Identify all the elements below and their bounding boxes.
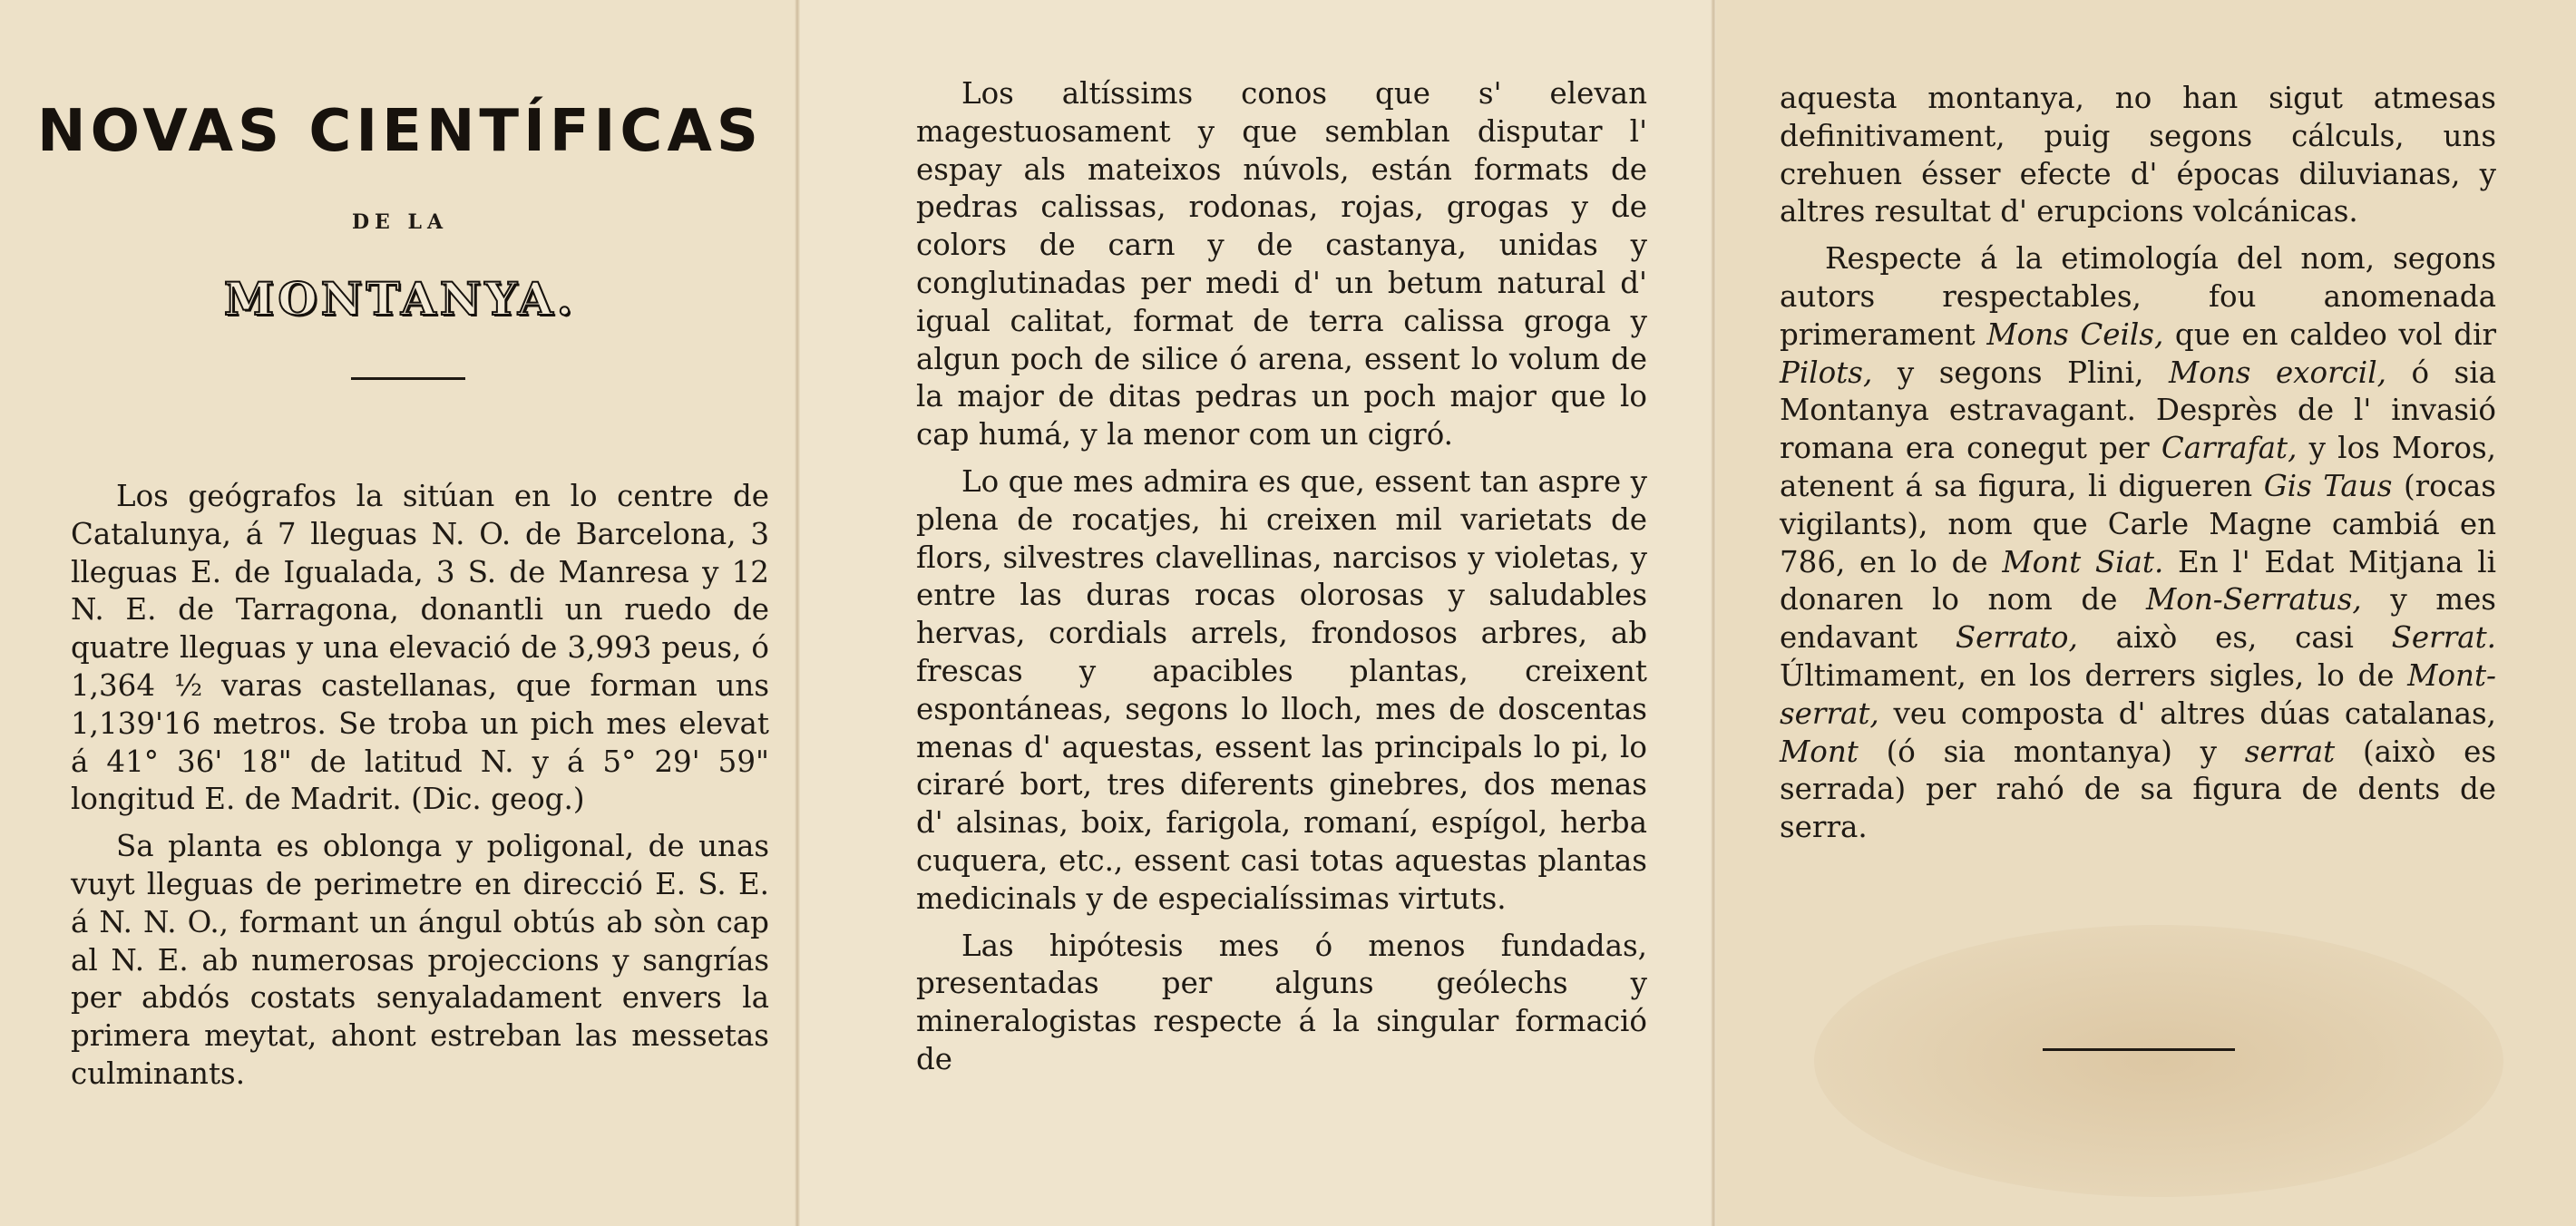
- text-run: això es, casi: [2077, 620, 2392, 656]
- page-heading-name: MONTANYA.: [223, 272, 577, 326]
- italic-term: Mons exorcil,: [2168, 355, 2386, 390]
- italic-term: Mont Siat.: [2002, 544, 2164, 579]
- italic-term: Serrat.: [2391, 620, 2497, 656]
- column2-text: [916, 75, 1647, 1088]
- text-run: veu composta d' altres dúas catalanas,: [1878, 696, 2496, 731]
- italic-term: Mont: [1780, 734, 1859, 769]
- italic-term: serrat: [2244, 734, 2336, 769]
- page-subtitle: DE LA: [351, 210, 449, 234]
- paragraph: Los altíssims conos que s' elevan magestuosament y que semblan disputar l' espay als mateixos núvols, están formats de pedras calissas, rodonas, rojas, grogas y de colors de carn y de castanya, unidas y conglutinadas per medi d' un betum natural d' igual calitat, format de terra calissa groga y algun poch de silice ó arena, essent lo volum de la major de ditas pedras un poch major que lo cap humá, y la menor com un cigró.: [916, 76, 1647, 452]
- paragraph: [1780, 240, 2496, 847]
- column3-text: [1780, 80, 2496, 856]
- page-title: NOVAS CIENTÍFICAS: [37, 98, 763, 165]
- column1-text: [71, 478, 769, 1103]
- italic-term: Pilots,: [1780, 355, 1873, 390]
- text-run: y segons Plini,: [1872, 355, 2169, 390]
- divider-rule: [2043, 1048, 2235, 1051]
- italic-term: Mon-Serratus,: [2146, 582, 2362, 618]
- paragraph-continuation: aquesta montanya, no han sigut atmesas definitivament, puig segons cálculs, uns crehuen ésser efecte d' épocas diluvianas, y altres resultat d' erupcions volcánicas.: [1780, 81, 2496, 229]
- text-run: Últimament, en los derrers sigles, lo de: [1780, 657, 2408, 693]
- italic-term: Mont-serrat,: [1780, 657, 2496, 731]
- text-run: En l' Edat Mitjana li donaren lo nom de: [1780, 544, 2497, 618]
- text-run: Respecte á la etimología del nom, segons autors respectables, fou anomenada primerament: [1780, 241, 2496, 352]
- paper-stain: [1814, 925, 2503, 1197]
- text-run: y mes endavant: [1780, 582, 2496, 656]
- text-run: ó sia Montanya estravagant. Desprès de l' invasió romana era conegut per: [1780, 355, 2496, 466]
- text-run: y los Moros, atenent á sa figura, li digueren: [1780, 431, 2496, 503]
- text-run: que en caldeo vol dir: [2163, 316, 2497, 352]
- italic-term: Carrafat,: [2161, 431, 2298, 466]
- italic-term: Mons Ceils,: [1986, 316, 2164, 352]
- text-run: (això es serrada) per rahó de sa figura de dents de serra.: [1780, 734, 2496, 845]
- paragraph: Sa planta es oblonga y poligonal, de unas vuyt lleguas de perimetre en direcció E. S. E. á N. N. O., formant un ángul obtús ab sòn cap al N. E. ab numerosas projeccions y sangrías per abdós costats senyaladament envers la primera meytat, ahont estreban las messetas culminants.: [71, 829, 769, 1091]
- paragraph: Los geógrafos la sitúan en lo centre de Catalunya, á 7 lleguas N. O. de Barcelona, 3 lleguas E. de Igualada, 3 S. de Manresa y 12 N. E. de Tarragona, donantli un ruedo de quatre lleguas y una elevació de 3,993 peus, ó 1,364 ½ varas castellanas, que forman uns 1,139'16 metros. Se troba un pich mes elevat á 41° 36' 18" de latitud N. y á 5° 29' 59" longitud E. de Madrit. (Dic. geog.): [71, 479, 769, 817]
- italic-term: Gis Taus: [2263, 468, 2393, 503]
- divider-rule: [351, 377, 465, 380]
- text-run: (rocas vigilants), nom que Carle Magne cambiá en 786, en lo de: [1780, 468, 2496, 579]
- paragraph: Las hipótesis mes ó menos fundadas, presentadas per alguns geólechs y mineralogistas respecte á la singular formació de: [916, 928, 1647, 1076]
- text-run: (ó sia montanya) y: [1858, 734, 2245, 769]
- italic-term: Serrato,: [1955, 620, 2078, 656]
- fold-line: [795, 0, 800, 1226]
- fold-line: [1711, 0, 1716, 1226]
- paragraph: Lo que mes admira es que, essent tan aspre y plena de rocatjes, hi creixen mil varietats de flors, silvestres clavellinas, narcisos y violetas, y entre las duras rocas olorosas y saludables hervas, cordials arrels, frondosos arbres, ab frescas y apacibles plantas, creixent espontáneas, segons lo lloch, mes de doscentas menas d' aquestas, essent las principals lo pi, lo ciraré bort, tres diferents ginebres, dos menas d' alsinas, boix, farigola, romaní, espígol, herba cuquera, etc., essent casi totas aquestas plantas medicinals y de especialíssimas virtuts.: [916, 463, 1647, 916]
